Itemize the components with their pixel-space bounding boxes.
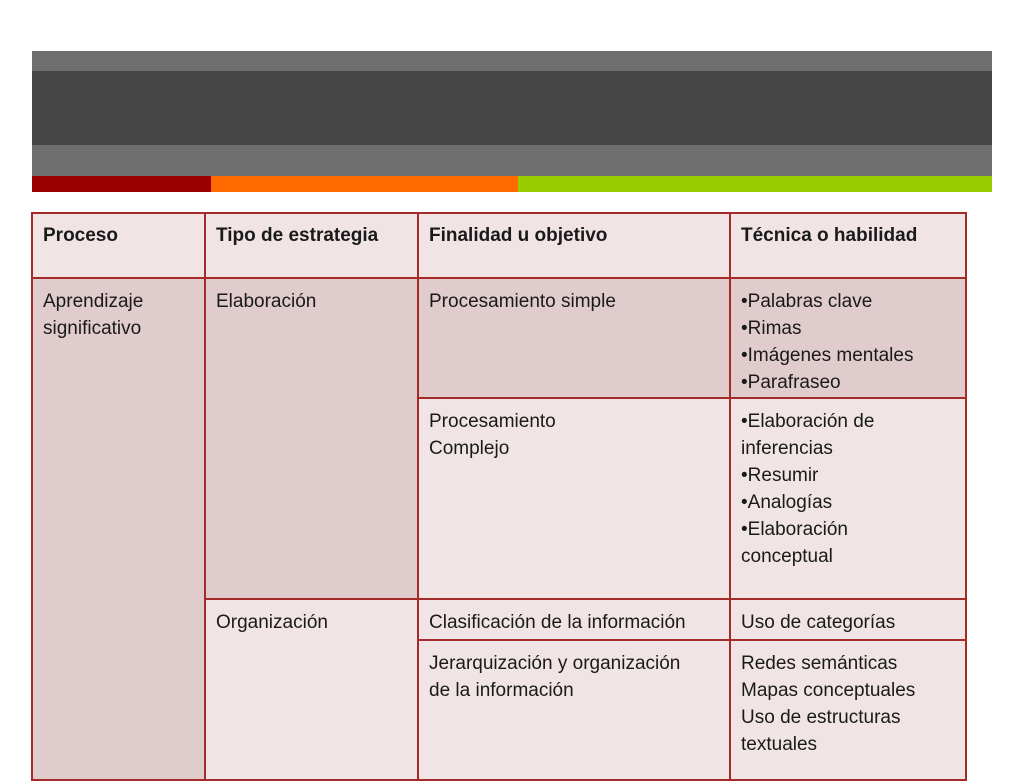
header-band-middle: [32, 71, 992, 145]
table-header-row: [32, 213, 966, 278]
table-row: [32, 278, 966, 398]
technique-cell-hierarchy: [730, 640, 966, 780]
goal-cell-complex: [418, 398, 730, 599]
accent-bar-orange: [211, 176, 518, 192]
header-band-bottom: [32, 145, 992, 176]
goal-line: Complejo: [429, 438, 510, 459]
goal-line: Jerarquización y organización: [429, 653, 681, 674]
header-band-top: [32, 51, 992, 71]
header-cell-proceso: Proceso: [32, 213, 205, 278]
strategy-cell-elaboration: Elaboración: [205, 278, 418, 599]
technique-item: •Resumir: [741, 465, 819, 486]
technique-item: •Elaboración: [741, 519, 848, 540]
technique-cell-simple: [730, 278, 966, 398]
technique-item: •Palabras clave: [741, 291, 873, 312]
technique-cell-classification: Uso de categorías: [730, 599, 966, 640]
technique-item: textuales: [741, 734, 818, 755]
goal-cell-simple: Procesamiento simple: [418, 278, 730, 398]
header-cell-tipo-estrategia: Tipo de estrategia: [205, 213, 418, 278]
header-cell-tecnica: Técnica o habilidad: [730, 213, 966, 278]
strategy-table: [31, 212, 967, 781]
goal-line: Procesamiento: [429, 411, 556, 432]
goal-cell-hierarchy: [418, 640, 730, 780]
technique-item: •Analogías: [741, 492, 833, 513]
technique-item: Redes semánticas: [741, 653, 898, 674]
technique-item: Uso de estructuras: [741, 707, 901, 728]
technique-item: •Rimas: [741, 318, 802, 339]
strategy-cell-organization: Organización: [205, 599, 418, 780]
header-cell-finalidad: Finalidad u objetivo: [418, 213, 730, 278]
goal-cell-classification: Clasificación de la información: [418, 599, 730, 640]
process-cell: [32, 278, 205, 780]
technique-item: •Parafraseo: [741, 372, 841, 393]
process-line: Aprendizaje: [43, 291, 144, 312]
accent-bar-green: [518, 176, 992, 192]
process-line: significativo: [43, 318, 142, 339]
goal-line: de la información: [429, 680, 574, 701]
technique-item: •Elaboración de: [741, 411, 875, 432]
technique-item: conceptual: [741, 546, 833, 567]
accent-bar-red: [32, 176, 211, 192]
technique-item: inferencias: [741, 438, 833, 459]
technique-item: •Imágenes mentales: [741, 345, 914, 366]
technique-item: Mapas conceptuales: [741, 680, 916, 701]
technique-cell-complex: [730, 398, 966, 599]
